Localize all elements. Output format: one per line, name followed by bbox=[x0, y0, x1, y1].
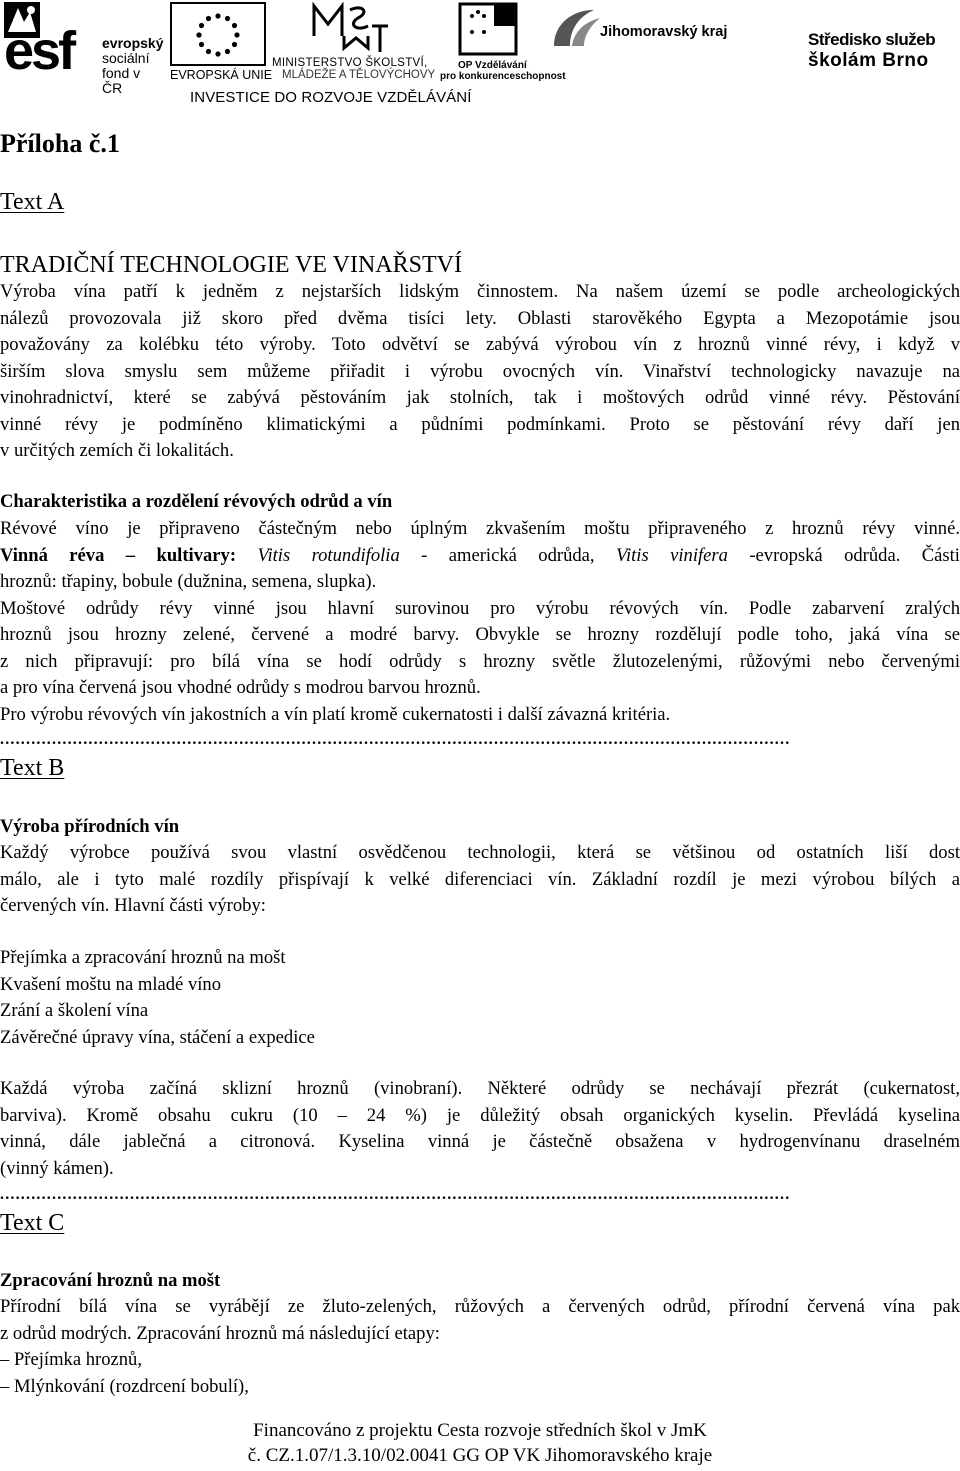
text-a-paragraph-2 bbox=[0, 516, 960, 728]
esf-logo bbox=[4, 2, 164, 96]
kraj-swoosh-icon bbox=[550, 6, 604, 50]
stredisko-logo bbox=[808, 30, 958, 80]
eu-logo bbox=[170, 2, 273, 82]
species-vinifera: Vitis vinifera bbox=[615, 544, 728, 566]
invest-slogan: INVESTICE DO ROZVOJE VZDĚLÁVÁNÍ bbox=[190, 89, 472, 106]
footer-line-1: Financováno z projektu Cesta rozvoje středních škol v JmK bbox=[253, 1420, 707, 1441]
text-line-cultivars bbox=[0, 543, 960, 570]
msmt-logo bbox=[270, 2, 440, 82]
esf-name-line3: fond v ČR bbox=[102, 65, 141, 96]
op-square-icon bbox=[458, 2, 520, 56]
text-line: barviva). Kromě obsahu cukru (10 – 24 %) je důležitý obsah organických kyselin. Převládá kyselina bbox=[0, 1104, 960, 1126]
list-item: Kvašení moštu na mladé víno bbox=[0, 973, 222, 995]
text-line: považovány za kolébku této výroby. Toto odvětví se zabývá výrobou vín z hroznů vinné révy, i když v bbox=[0, 334, 960, 355]
text-line: hroznů jsou hrozny zelené, červené a modré barvy. Obvykle se hrozny rozdělují podle toho, jaká vína se bbox=[0, 624, 960, 645]
list-item: – Přejímka hroznů, bbox=[0, 1349, 143, 1370]
text-b-paragraph-2 bbox=[0, 1076, 960, 1182]
list-item: Přejímka a zpracování hroznů na mošt bbox=[0, 947, 286, 968]
doc-title: Příloha č.1 bbox=[0, 129, 120, 158]
eu-label: EVROPSKÁ UNIE bbox=[170, 68, 273, 82]
text-a-subheading: Charakteristika a rozdělení révových odrůd a vín bbox=[0, 491, 393, 512]
text-line: červených vín. Hlavní části výroby: bbox=[0, 895, 266, 916]
op-name-line2: pro konkurenceschopnost bbox=[440, 71, 566, 82]
text-line: z odrůd modrých. Zpracování hroznů má následující etapy: bbox=[0, 1322, 440, 1344]
text-line: málo, ale i tyto malé rozdíly přispívají k velké diferenciaci vín. Základní rozdíl je mezi výrobou bílých a bbox=[0, 868, 960, 890]
page-footer bbox=[0, 1418, 960, 1468]
text-fragment: -evropská odrůda. Části bbox=[727, 544, 960, 566]
eu-flag-icon bbox=[170, 2, 266, 66]
esf-name-line2: sociální bbox=[102, 50, 150, 66]
text-line: vinné révy je podmíněno klimatickými a půdními podmínkami. Proto se pěstování révy daří jen bbox=[0, 413, 960, 435]
stredisko-line2: školám Brno bbox=[808, 50, 929, 71]
text-line: Přírodní bílá vína se vyrábějí ze žluto-zelených, růžových a červených odrůd, přírodní červená vína pak bbox=[0, 1296, 960, 1317]
text-line: hroznů: třapiny, bobule (dužnina, semena, slupka). bbox=[0, 571, 377, 592]
text-b-paragraph-1 bbox=[0, 840, 960, 920]
msmt-name-line1: MINISTERSTVO ŠKOLSTVÍ, bbox=[272, 57, 428, 69]
logo-bar bbox=[0, 0, 960, 110]
text-b-label: Text B bbox=[0, 755, 65, 781]
list-item: Zrání a školení vína bbox=[0, 1000, 149, 1021]
text-line: Výroba vína patří k jedněm z nejstarších lidským činnostem. Na našem území se podle archeologických bbox=[0, 281, 960, 302]
text-c-label: Text C bbox=[0, 1210, 65, 1236]
text-line: Pro výrobu révových vín jakostních a vín platí kromě cukernatosti i další závazná kritéria. bbox=[0, 703, 671, 725]
kraj-logo bbox=[550, 2, 750, 62]
op-name-line1: OP Vzdělávání bbox=[458, 60, 527, 71]
text-a-heading: TRADIČNÍ TECHNOLOGIE VE VINAŘSTVÍ bbox=[0, 252, 462, 278]
text-line: nálezů provozovala již skoro před dvěma tisíci lety. Oblasti starověkého Egypta a Mezopotámie jsou bbox=[0, 307, 960, 329]
text-line: Révové víno je připraveno částečným nebo úplným zkvašením moštu připraveného z hroznů révy vinné. bbox=[0, 518, 960, 539]
esf-letters: esf bbox=[4, 21, 74, 81]
text-a-label: Text A bbox=[0, 189, 65, 215]
stredisko-line1: Středisko služeb bbox=[808, 30, 936, 49]
text-line: širším slova smyslu sem můžeme přiřadit i výrobu ovocných vín. Vinařství technologicky navazuje na bbox=[0, 360, 960, 382]
text-line: a pro vína červená jsou vhodné odrůdy s modrou barvou hroznů. bbox=[0, 677, 481, 698]
op-logo bbox=[440, 2, 566, 82]
footer-line-2: č. CZ.1.07/1.3.10/02.0041 GG OP VK Jihomoravského kraje bbox=[247, 1445, 713, 1466]
list-item: – Mlýnkování (rozdrcení bobulí), bbox=[0, 1375, 249, 1397]
text-c-heading: Zpracování hroznů na mošt bbox=[0, 1270, 221, 1291]
text-a-paragraph-1 bbox=[0, 279, 960, 465]
text-line: z nich připravují: pro bílá vína se hodí odrůdy s hrozny světle žlutozelenými, růžovými nebo červenými bbox=[0, 650, 960, 672]
text-line: v určitých zemích či lokalitách. bbox=[0, 440, 234, 461]
separator-dots: ........................................................................................................................................................ bbox=[0, 1188, 791, 1202]
text-fragment: - americká odrůda, bbox=[399, 544, 616, 566]
text-line: Každá výroba začíná sklizní hroznů (vinobraní). Některé odrůdy se nechávají přezrát (cukernatost, bbox=[0, 1078, 960, 1099]
separator-dots: ........................................................................................................................................................ bbox=[0, 733, 791, 747]
text-line: Moštové odrůdy révy vinné jsou hlavní surovinou pro výrobu révových vín. Podle zabarvení zralých bbox=[0, 597, 960, 619]
cultivars-label: Vinná réva – kultivary: bbox=[0, 544, 237, 566]
msmt-monogram-icon bbox=[310, 2, 390, 54]
text-line: vinohradnictví, které se zabývá pěstováním jak stolních, tak i moštových odrůd vinné révy. Pěstování bbox=[0, 387, 960, 408]
kraj-label: Jihomoravský kraj bbox=[600, 24, 728, 40]
species-rotundifolia: Vitis rotundifolia bbox=[257, 544, 400, 566]
text-b-steps-list bbox=[0, 945, 960, 1051]
text-c-paragraph-1 bbox=[0, 1294, 960, 1400]
list-item: Závěrečné úpravy vína, stáčení a expedice bbox=[0, 1026, 315, 1048]
text-line: (vinný kámen). bbox=[0, 1157, 114, 1179]
text-line: Každý výrobce používá svou vlastní osvědčenou technologii, která se většinou od ostatních liší dost bbox=[0, 842, 960, 863]
text-b-heading: Výroba přírodních vín bbox=[0, 816, 180, 837]
msmt-name-line2: MLÁDEŽE A TĚLOVÝCHOVY bbox=[282, 69, 436, 81]
esf-name-line1: evropský bbox=[102, 35, 164, 51]
text-line: vinná, dále jablečná a citronová. Kyselina vinná je částečně obsažena v hydrogenvínanu draselném bbox=[0, 1131, 960, 1152]
